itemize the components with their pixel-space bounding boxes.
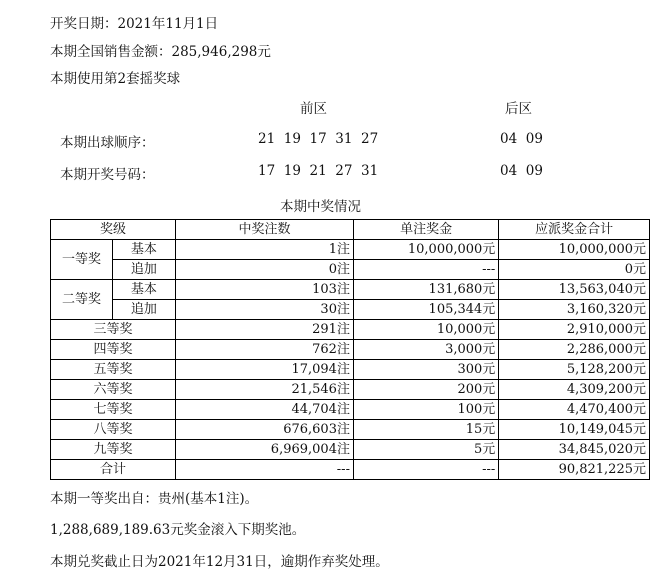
level-cell: 三等奖 xyxy=(51,320,176,340)
total-cell: 4,309,200元 xyxy=(499,380,650,400)
count-cell: 1注 xyxy=(175,240,353,260)
count-cell: 30注 xyxy=(175,300,353,320)
count-cell: 17,094注 xyxy=(175,360,353,380)
prize-table xyxy=(50,219,650,480)
total-cell: 3,160,320元 xyxy=(499,300,650,320)
total-cell: 2,910,000元 xyxy=(499,320,650,340)
ball-set: 本期使用第2套摇奖球 xyxy=(50,71,181,87)
level-cell: 四等奖 xyxy=(51,340,176,360)
table-row xyxy=(51,400,650,420)
total-cell: 0元 xyxy=(499,260,650,280)
table-row xyxy=(51,440,650,460)
prize-cell: 15元 xyxy=(353,420,498,440)
deadline-note: 本期兑奖截止日为2021年12月31日，逾期作弃奖处理。 xyxy=(50,554,389,570)
prize-cell: 100元 xyxy=(353,400,498,420)
table-title: 本期中奖情况 xyxy=(280,199,361,215)
draw-date: 开奖日期：2021年11月1日 xyxy=(50,16,219,32)
count-cell: 103注 xyxy=(175,280,353,300)
count-cell: 44,704注 xyxy=(175,400,353,420)
draw-order-back: 04 09 xyxy=(500,131,543,147)
count-cell: 291注 xyxy=(175,320,353,340)
table-row xyxy=(51,320,650,340)
table-header-row xyxy=(51,220,650,240)
count-cell: 762注 xyxy=(175,340,353,360)
prize-cell: 131,680元 xyxy=(353,280,498,300)
sub-level-cell: 基本 xyxy=(112,240,175,260)
level-cell: 二等奖 xyxy=(51,280,113,320)
draw-numbers-back: 04 09 xyxy=(500,163,543,179)
level-cell: 合计 xyxy=(51,460,176,480)
table-row xyxy=(51,240,650,260)
header-total: 应派奖金合计 xyxy=(499,220,650,240)
prize-cell: 5元 xyxy=(353,440,498,460)
prize-cell: 105,344元 xyxy=(353,300,498,320)
table-summary-row xyxy=(51,460,650,480)
total-cell: 10,000,000元 xyxy=(499,240,650,260)
count-cell: --- xyxy=(175,460,353,480)
table-row xyxy=(51,360,650,380)
total-cell: 90,821,225元 xyxy=(499,460,650,480)
level-cell: 七等奖 xyxy=(51,400,176,420)
back-zone-label: 后区 xyxy=(505,101,532,117)
draw-order-label: 本期出球顺序： xyxy=(60,135,155,151)
table-row xyxy=(51,420,650,440)
prize-cell: --- xyxy=(353,260,498,280)
count-cell: 676,603注 xyxy=(175,420,353,440)
table-row xyxy=(51,380,650,400)
prize-cell: 300元 xyxy=(353,360,498,380)
total-cell: 5,128,200元 xyxy=(499,360,650,380)
total-cell: 4,470,400元 xyxy=(499,400,650,420)
total-cell: 13,563,040元 xyxy=(499,280,650,300)
prize-cell: 200元 xyxy=(353,380,498,400)
sub-level-cell: 追加 xyxy=(112,300,175,320)
level-cell: 五等奖 xyxy=(51,360,176,380)
table-row xyxy=(51,340,650,360)
level-cell: 八等奖 xyxy=(51,420,176,440)
header-level: 奖级 xyxy=(51,220,176,240)
total-cell: 2,286,000元 xyxy=(499,340,650,360)
prize-cell: --- xyxy=(353,460,498,480)
count-cell: 21,546注 xyxy=(175,380,353,400)
sub-level-cell: 追加 xyxy=(112,260,175,280)
front-zone-label: 前区 xyxy=(300,101,327,117)
table-row xyxy=(51,260,650,280)
draw-numbers-label: 本期开奖号码： xyxy=(60,167,155,183)
total-cell: 10,149,045元 xyxy=(499,420,650,440)
rollover-note: 1,288,689,189.63元奖金滚入下期奖池。 xyxy=(50,522,306,538)
count-cell: 6,969,004注 xyxy=(175,440,353,460)
sales-amount: 本期全国销售金额：285,946,298元 xyxy=(50,44,271,60)
draw-order-front: 21 19 17 31 27 xyxy=(258,131,379,147)
draw-numbers-front: 17 19 21 27 31 xyxy=(258,163,379,179)
header-prize: 单注奖金 xyxy=(353,220,498,240)
sub-level-cell: 基本 xyxy=(112,280,175,300)
first-prize-origin: 本期一等奖出自：贵州(基本1注)。 xyxy=(50,491,259,507)
table-row xyxy=(51,300,650,320)
table-row xyxy=(51,280,650,300)
count-cell: 0注 xyxy=(175,260,353,280)
level-cell: 六等奖 xyxy=(51,380,176,400)
prize-cell: 3,000元 xyxy=(353,340,498,360)
prize-cell: 10,000,000元 xyxy=(353,240,498,260)
prize-cell: 10,000元 xyxy=(353,320,498,340)
level-cell: 九等奖 xyxy=(51,440,176,460)
total-cell: 34,845,020元 xyxy=(499,440,650,460)
level-cell: 一等奖 xyxy=(51,240,113,280)
header-count: 中奖注数 xyxy=(175,220,353,240)
